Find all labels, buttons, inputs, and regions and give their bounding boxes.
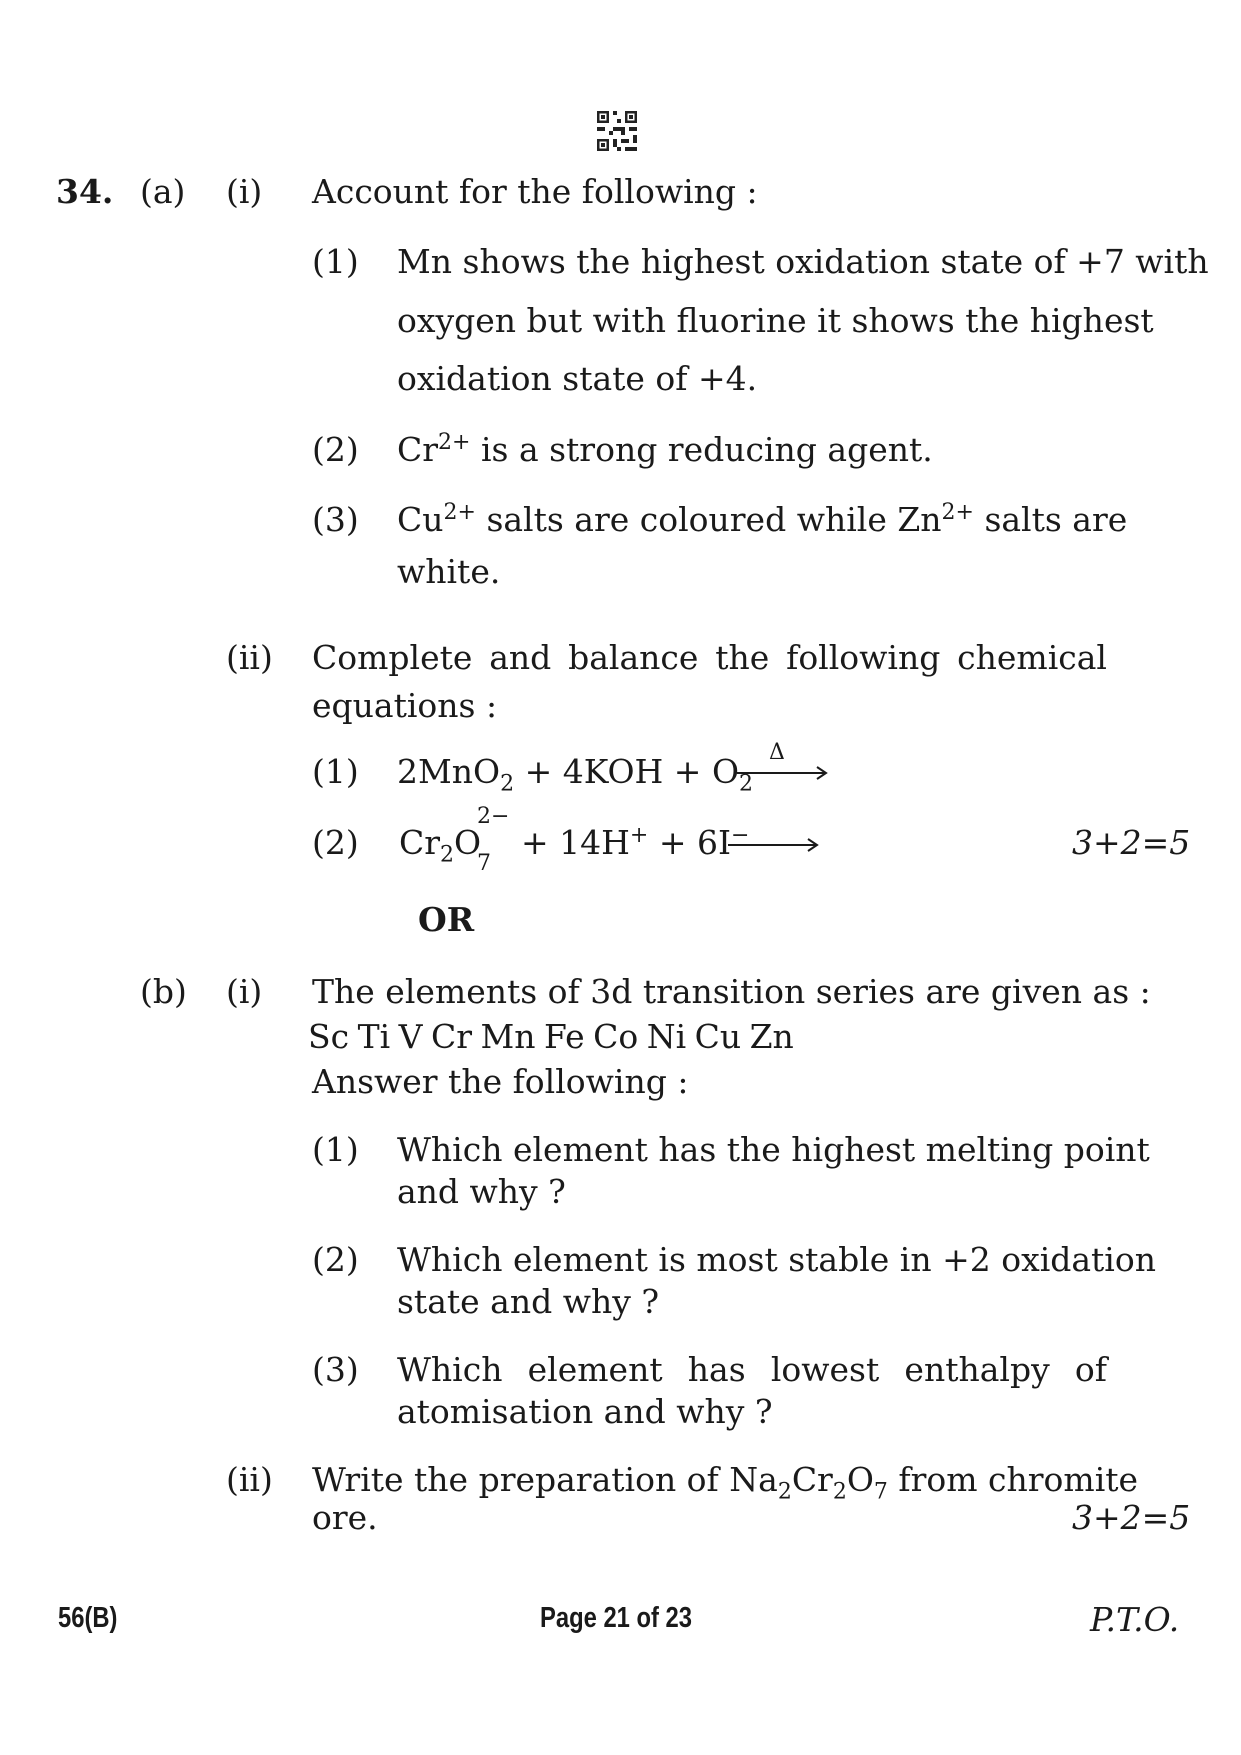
reaction-arrow [728,838,820,852]
item-text-line: Which element has lowest enthalpy of [397,1350,1107,1389]
item-label: (3) [312,1350,359,1389]
question-number: 34. [56,172,114,211]
atom-subscript: 7 [477,851,491,876]
paper-code: 56(B) [58,1602,118,1634]
qr-code [597,110,637,152]
part-a-label: (a) [140,172,186,211]
item-text-line: Mn shows the highest oxidation state of +7 with [397,242,1209,281]
part-a-ii-prompt: equations : [312,686,498,725]
element-list: Sc Ti V Cr Mn Fe Co Ni Cu Zn [308,1017,794,1056]
item-label: (1) [312,1130,359,1169]
equation-label: (2) [312,823,359,862]
part-a-ii-prompt: Complete and balance the following chemical [312,638,1107,677]
equation-2-rest: + 14H+ + 6I− [521,823,750,862]
item-text-line: atomisation and why ? [397,1392,773,1431]
item-text-line: $Cr^{2+}$ is a strong reducing agent. [397,430,933,469]
item-text-line: state and why ? [397,1282,660,1321]
item-text-line: Which element has the highest melting point [397,1130,1150,1169]
part-b-label: (b) [140,972,187,1011]
heat-symbol: Δ [769,740,785,765]
item-label: (1) [312,242,359,281]
or-separator: OR [418,900,475,939]
marks: 3+2=5 [1072,823,1191,862]
part-a-ii-label: (ii) [226,638,273,677]
item-label: (2) [312,1240,359,1279]
part-b-i-prompt: Answer the following : [312,1062,689,1101]
part-a-i-prompt: Account for the following : [312,172,758,211]
part-a-i-label: (i) [226,172,263,211]
charge-superscript: 2− [477,804,510,829]
equation-2: $Cr_2O$ [399,823,482,868]
equation-label: (1) [312,752,359,791]
page-number: Page 21 of 23 [540,1602,693,1634]
pto-label: P.T.O. [1090,1600,1180,1639]
item-text-line: Which element is most stable in +2 oxidation [397,1240,1156,1279]
item-text-line: oxygen but with fluorine it shows the highest [397,301,1154,340]
item-label: (3) [312,500,359,539]
item-text-line: oxidation state of +4. [397,359,758,398]
part-b-ii-label: (ii) [226,1460,273,1499]
marks: 3+2=5 [1072,1498,1191,1537]
part-b-ii-text: ore. [312,1498,378,1537]
item-text-line: $Cu^{2+}$ salts are coloured while $Zn^{2+}$ salts are [397,500,1128,539]
part-b-i-prompt: The elements of 3d transition series are given as : [312,972,1151,1011]
part-b-ii-text: Write the preparation of $Na_2Cr_2O_7$ from chromite [312,1460,1139,1505]
item-label: (2) [312,430,359,469]
item-text-line: and why ? [397,1172,566,1211]
equation-1: $2MnO_2 + 4KOH + O_2$ [397,752,754,797]
reaction-arrow [737,766,829,780]
part-b-i-label: (i) [226,972,263,1011]
item-text-line: white. [397,552,501,591]
